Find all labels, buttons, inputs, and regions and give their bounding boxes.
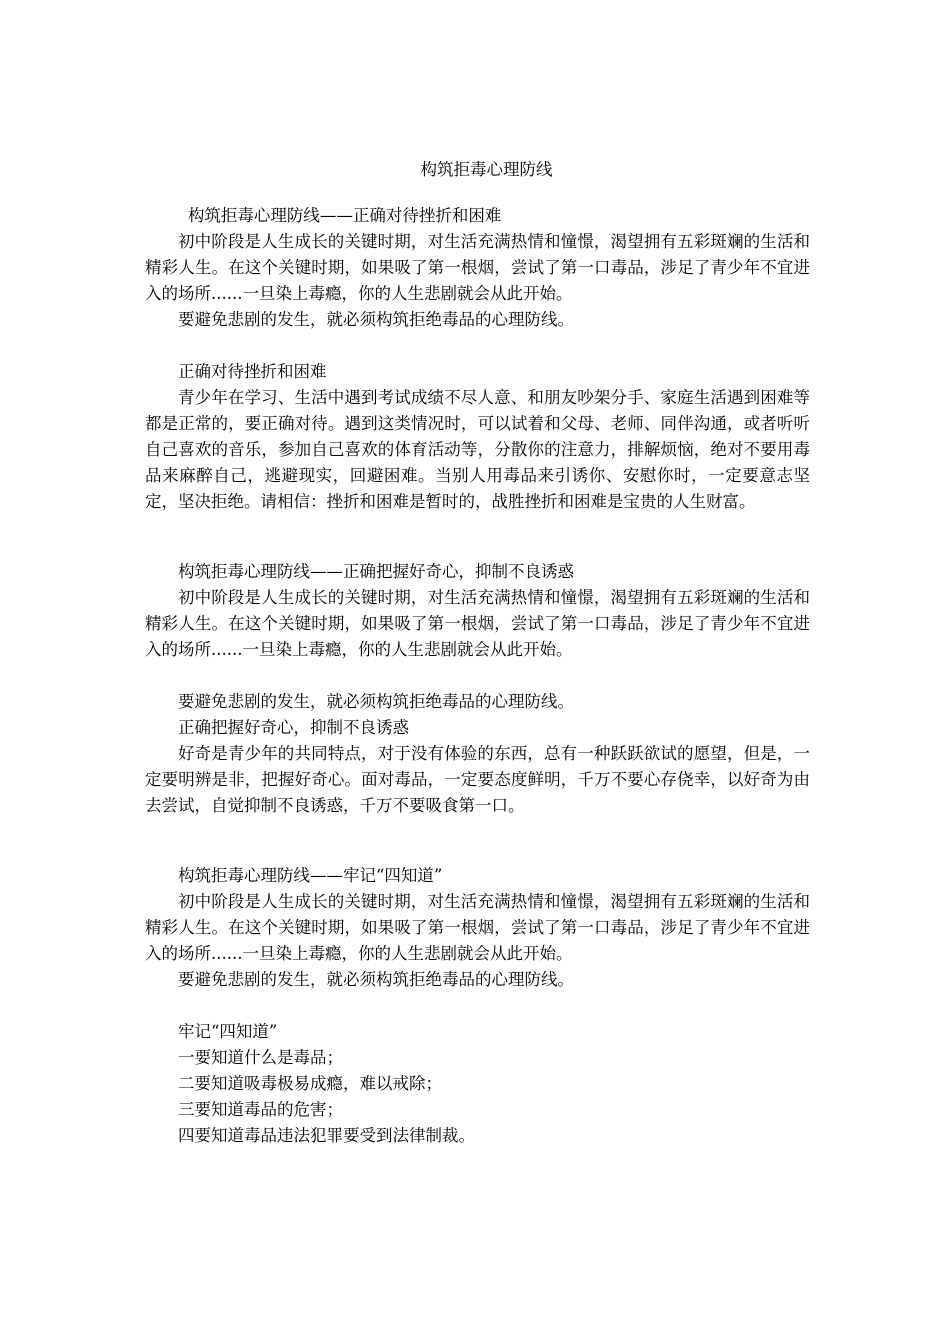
subheading: 正确对待挫折和困难 <box>178 362 327 381</box>
avoid-paragraph: 要避免悲剧的发生，就必须构筑拒绝毒品的心理防线。 <box>178 692 574 711</box>
body-paragraph: 好奇是青少年的共同特点，对于没有体验的东西，总有一种跃跃欲试的愿望，但是，一定要明辨是非，把握好奇心。面对毒品，一定要态度鲜明，千万不要心存侥幸，以好奇为由去尝试，自觉抑制不良诱惑，千万不要吸食第一口。 <box>145 744 810 815</box>
list-item: 四要知道毒品违法犯罪要受到法律制裁。 <box>178 1126 475 1145</box>
body-paragraph: 青少年在学习、生活中遇到考试成绩不尽人意、和朋友吵架分手、家庭生活遇到困难等都是正常的，要正确对待。遇到这类情况时，可以试着和父母、老师、同伴沟通，或者听听自己喜欢的音乐，参加自己喜欢的体育活动等，分散你的注意力，排解烦恼，绝对不要用毒品来麻醉自己，逃避现实，回避困难。当别人用毒品来引诱你、安慰你时，一定要意志坚定，坚决拒绝。请相信：挫折和困难是暂时的，战胜挫折和困难是宝贵的人生财富。 <box>145 388 810 511</box>
subheading: 牢记“四知道” <box>178 1022 278 1041</box>
spacer <box>145 819 810 863</box>
spacer <box>145 993 810 1019</box>
intro-paragraph: 初中阶段是人生成长的关键时期，对生活充满热情和憧憬，渴望拥有五彩斑斓的生活和精彩人生。在这个关键时期，如果吸了第一根烟，尝试了第一口毒品，涉足了青少年不宜进入的场所......一旦染上毒瘾，你的人生悲剧就会从此开始。 <box>145 232 810 303</box>
document-title: 构筑拒毒心理防线 <box>420 160 553 179</box>
intro-paragraph: 初中阶段是人生成长的关键时期，对生活充满热情和憧憬，渴望拥有五彩斑斓的生活和精彩人生。在这个关键时期，如果吸了第一根烟，尝试了第一口毒品，涉足了青少年不宜进入的场所......一旦染上毒瘾，你的人生悲剧就会从此开始。 <box>145 892 810 963</box>
intro-paragraph: 初中阶段是人生成长的关键时期，对生活充满热情和憧憬，渴望拥有五彩斑斓的生活和精彩人生。在这个关键时期，如果吸了第一根烟，尝试了第一口毒品，涉足了青少年不宜进入的场所......一旦染上毒瘾，你的人生悲剧就会从此开始。 <box>145 588 810 659</box>
avoid-paragraph: 要避免悲剧的发生，就必须构筑拒绝毒品的心理防线。 <box>178 970 574 989</box>
spacer <box>145 663 810 689</box>
spacer <box>145 515 810 559</box>
list-item: 一要知道什么是毒品； <box>178 1048 343 1067</box>
section-heading: 构筑拒毒心理防线——正确把握好奇心，抑制不良诱惑 <box>178 562 574 581</box>
subheading: 正确把握好奇心，抑制不良诱惑 <box>178 718 409 737</box>
section-heading: 构筑拒毒心理防线——正确对待挫折和困难 <box>187 206 502 225</box>
section-curiosity <box>145 559 810 819</box>
spacer <box>145 333 810 359</box>
section-four-knows <box>145 863 810 1149</box>
document-page <box>145 157 810 1149</box>
section-heading: 构筑拒毒心理防线——牢记“四知道” <box>178 866 443 885</box>
section-frustration <box>145 203 810 515</box>
list-item: 二要知道吸毒极易成瘾，难以戒除； <box>178 1074 442 1093</box>
list-item: 三要知道毒品的危害； <box>178 1100 343 1119</box>
avoid-paragraph: 要避免悲剧的发生，就必须构筑拒绝毒品的心理防线。 <box>178 310 574 329</box>
